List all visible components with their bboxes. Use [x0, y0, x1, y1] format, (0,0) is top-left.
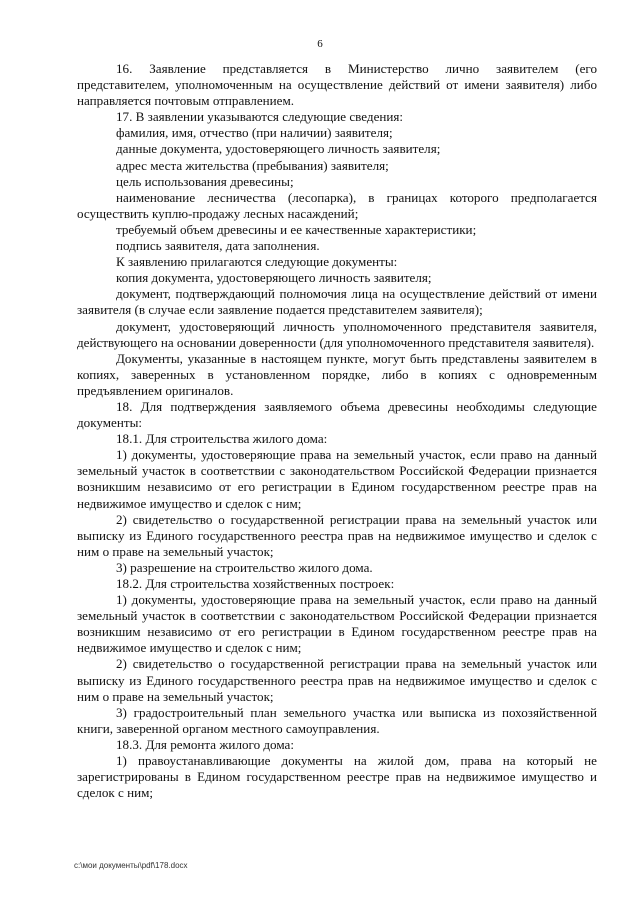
paragraph-17: 17. В заявлении указываются следующие сведения:: [116, 109, 404, 125]
list-item: требуемый объем древесины и ее качественные характеристики;: [116, 221, 477, 237]
paragraph: Документы, указанные в настоящем пункте, могут быть представлены заявителем в копиях, заверенных в установленном порядке, либо в копиях с одновременным предъявлением оригиналов.: [77, 350, 597, 398]
list-item: документ, подтверждающий полномочия лица на осуществление действий от имени заявителя (в случае если заявление подается представителем заявителя);: [77, 286, 597, 318]
list-item: копия документа, удостоверяющего личность заявителя;: [116, 270, 432, 286]
list-item: данные документа, удостоверяющего личность заявителя;: [116, 141, 441, 157]
list-item: 2) свидетельство о государственной регистрации права на земельный участок или выписку из Единого государственного реестра прав на недвижимое имущество и сделок с ним о праве на земельный участок;: [77, 511, 597, 559]
subsection-18-1: 18.1. Для строительства жилого дома:: [116, 431, 328, 447]
list-item: 1) документы, удостоверяющие права на земельный участок, если право на данный земельный участок в соответствии с законодательством Российской Федерации признается возникшим независимо от его регистрации в Едином государственном реестре прав на недвижимое имущество и сделок с ним;: [77, 592, 597, 656]
list-item: 3) градостроительный план земельного участка или выписка из похозяйственной книги, заверенной органом местного самоуправления.: [77, 704, 597, 736]
list-item: наименование лесничества (лесопарка), в границах которого предполагается осуществить куплю-продажу лесных насаждений;: [77, 189, 597, 221]
subsection-18-3: 18.3. Для ремонта жилого дома:: [116, 736, 294, 752]
list-item: 1) правоустанавливающие документы на жилой дом, права на который не зарегистрированы в Едином государственном реестре прав на недвижимое имущество и сделок с ним;: [77, 753, 597, 801]
subsection-18-2: 18.2. Для строительства хозяйственных построек:: [116, 576, 395, 591]
list-item: фамилия, имя, отчество (при наличии) заявителя;: [116, 125, 393, 141]
attachments-heading: К заявлению прилагаются следующие документы:: [116, 254, 398, 270]
list-item: 1) документы, удостоверяющие права на земельный участок, если право на данный земельный участок в соответствии с законодательством Российской Федерации признается возникшим независимо от его регистрации в Едином государственном реестре прав на недвижимое имущество и сделок с ним;: [77, 447, 597, 511]
document-body: [77, 61, 597, 801]
list-item: 3) разрешение на строительство жилого дома.: [116, 559, 373, 575]
list-item: цель использования древесины;: [116, 173, 294, 189]
paragraph-18: 18. Для подтверждения заявляемого объема древесины необходимы следующие документы:: [77, 398, 597, 431]
list-item: документ, удостоверяющий личность уполномоченного представителя заявителя, действующего на основании доверенности (для уполномоченного представителя заявителя).: [77, 318, 597, 350]
list-item: адрес места жительства (пребывания) заявителя;: [116, 157, 389, 173]
list-item: подпись заявителя, дата заполнения.: [116, 238, 320, 254]
footer-file-path: c:\мои документы\pdf\178.docx: [74, 861, 188, 870]
page-number: 6: [317, 38, 323, 50]
list-item: 2) свидетельство о государственной регистрации права на земельный участок или выписку из Единого государственного реестра прав на недвижимое имущество и сделок с ним о праве на земельный участок;: [77, 656, 597, 704]
paragraph-16: 16. Заявление представляется в Министерство лично заявителем (его представителем, уполномоченным на осуществление действий от имени заявителя) либо направляется почтовым отправлением.: [77, 61, 597, 109]
